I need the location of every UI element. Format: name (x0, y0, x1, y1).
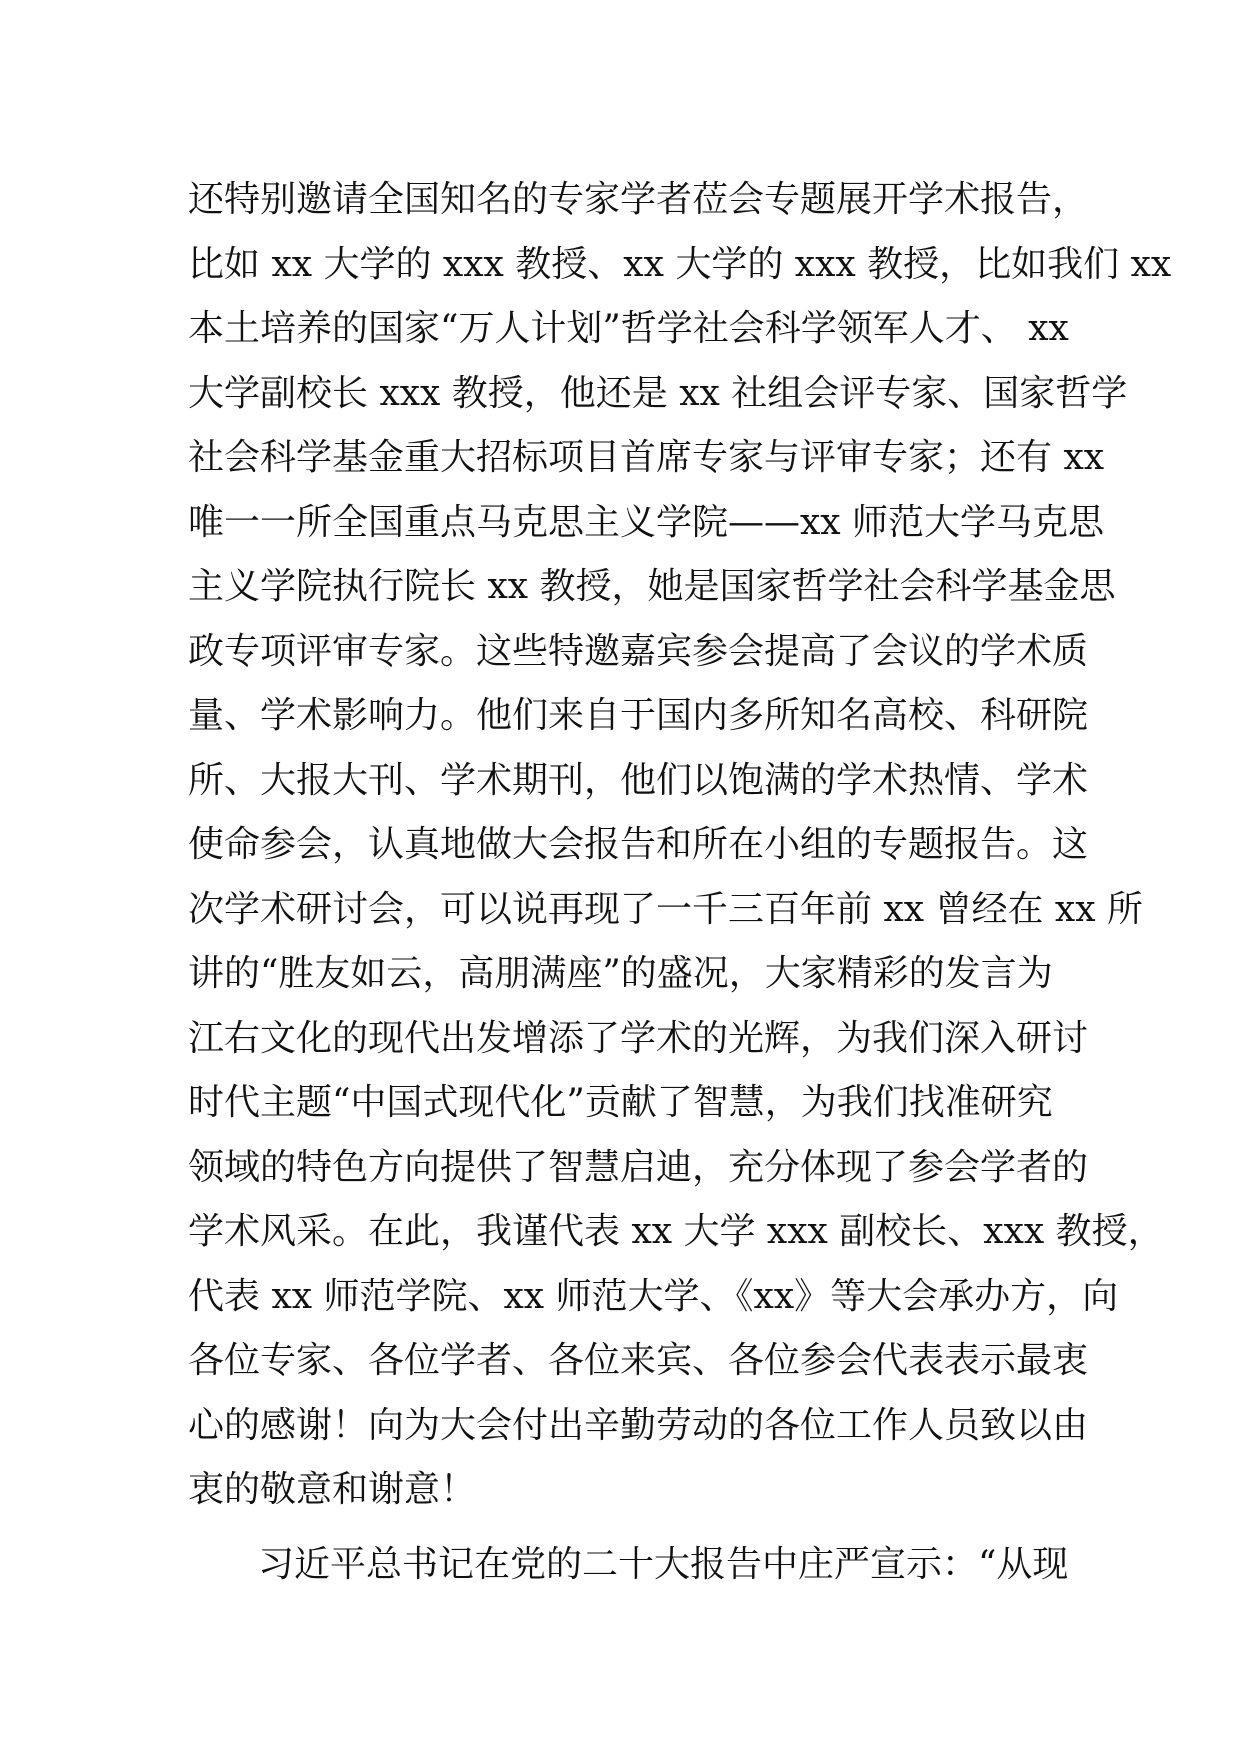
paragraph-spacer (188, 1523, 1088, 1533)
text-line: 使命参会，认真地做大会报告和所在小组的专题报告。这 (188, 824, 1089, 865)
text-line: 政专项评审专家。这些特邀嘉宾参会提高了会议的学术质 (188, 630, 1089, 672)
document-body (188, 168, 1172, 1597)
text-line: 次学术研讨会，可以说再现了一千三百年前 xx 曾经在 xx 所 (188, 888, 1143, 930)
paragraph-1 (188, 168, 1172, 1523)
text-line: 量、学术影响力。他们来自于国内多所知名高校、科研院 (188, 695, 1089, 736)
text-line: 唯一一所全国重点马克思主义学院——xx 师范大学马克思 (188, 501, 1105, 543)
text-line: 大学副校长 xxx 教授，他还是 xx 社组会评专家、国家哲学 (188, 372, 1128, 414)
text-line: 社会科学基金重大招标项目首席专家与评审专家；还有 xx (188, 437, 1105, 478)
text-line: 代表 xx 师范学院、xx 师范大学、《xx》等大会承办方，向 (188, 1275, 1119, 1317)
text-line: 学术风采。在此，我谨代表 xx 大学 xxx 副校长、xxx 教授， (188, 1211, 1164, 1252)
text-line: 时代主题“中国式现代化”贡献了智慧，为我们找准研究 (188, 1082, 1053, 1123)
text-line: 领域的特色方向提供了智慧启迪，充分体现了参会学者的 (188, 1146, 1089, 1188)
text-line: 主义学院执行院长 xx 教授，她是国家哲学社会科学基金思 (188, 566, 1116, 607)
text-line: 讲的“胜友如云，高朋满座”的盛况，大家精彩的发言为 (188, 953, 1053, 994)
text-line: 习近平总书记在党的二十大报告中庄严宣示：“从现 (258, 1543, 1069, 1585)
text-line: 还特别邀请全国知名的专家学者莅会专题展开学术报告， (188, 179, 1089, 220)
text-line: 心的感谢！向为大会付出辛勤劳动的各位工作人员致以由 (188, 1404, 1089, 1446)
text-line: 江右文化的现代出发增添了学术的光辉，为我们深入研讨 (188, 1017, 1089, 1059)
text-line: 各位专家、各位学者、各位来宾、各位参会代表表示最衷 (188, 1340, 1089, 1381)
text-line: 所、大报大刊、学术期刊，他们以饱满的学术热情、学术 (188, 759, 1089, 801)
paragraph-2 (188, 1533, 1088, 1598)
text-line: 衷的敬意和谢意！ (188, 1469, 477, 1510)
text-line: 比如 xx 大学的 xxx 教授、xx 大学的 xxx 教授，比如我们 xx (188, 243, 1172, 285)
text-line: 本土培养的国家“万人计划”哲学社会科学领军人才、 xx (188, 308, 1069, 349)
